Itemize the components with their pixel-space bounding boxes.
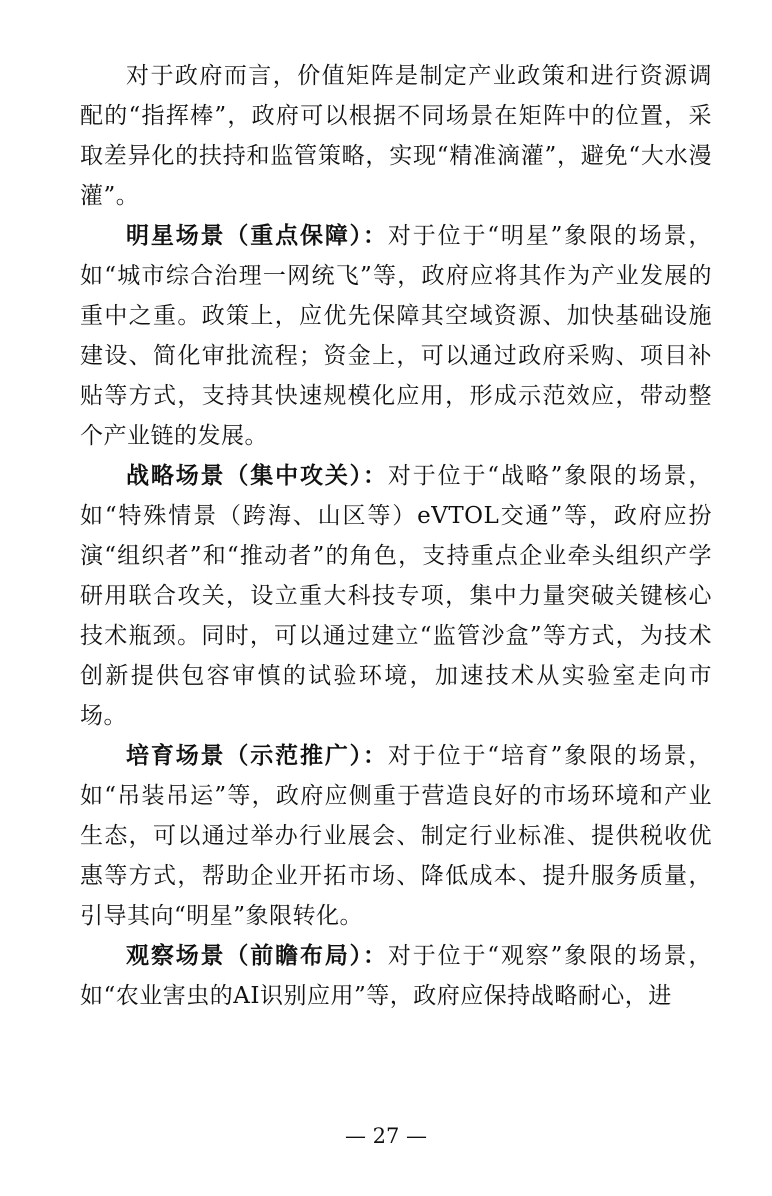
paragraph-lead: 培育场景（示范推广）：	[126, 742, 388, 769]
paragraph-text: 对于位于“战略”象限的场景，如“特殊情景（跨海、山区等）eVTOL交通”等，政府应扮演“组织者”和“推动者”的角色，支持重点企业牵头组织产学研用联合攻关，设立重大科技专项，集中力量突破关键核心技术瓶颈。同时，可以通过建立“监管沙盒”等方式，为技术创新提供包容审慎的试验环境，加速技术从实验室走向市场。	[80, 463, 712, 729]
paragraph-lead: 观察场景（前瞻布局）：	[126, 942, 388, 969]
paragraph-lead: 战略场景（集中攻关）：	[126, 462, 388, 489]
paragraph-strategic-scenario	[80, 456, 712, 736]
paragraph-text: 对于位于“培育”象限的场景，如“吊装吊运”等，政府应侧重于营造良好的市场环境和产业生态，可以通过举办行业展会、制定行业标准、提供税收优惠等方式，帮助企业开拓市场、降低成本、提升服务质量，引导其向“明星”象限转化。	[80, 743, 712, 929]
paragraph-star-scenario	[80, 216, 712, 456]
paragraph-intro	[80, 56, 712, 216]
page-number: — 27 —	[344, 1124, 428, 1148]
paragraph-text: 对于位于“观察”象限的场景，如“农业害虫的AI识别应用”等，政府应保持战略耐心，进	[80, 943, 712, 1009]
paragraph-text: 对于政府而言，价值矩阵是制定产业政策和进行资源调配的“指挥棒”，政府可以根据不同场景在矩阵中的位置，采取差异化的扶持和监管策略，实现“精准滴灌”，避免“大水漫灌”。	[80, 63, 712, 209]
document-body	[80, 56, 712, 1016]
paragraph-text: 对于位于“明星”象限的场景，如“城市综合治理一网统飞”等，政府应将其作为产业发展的重中之重。政策上，应优先保障其空域资源、加快基础设施建设、简化审批流程；资金上，可以通过政府采购、项目补贴等方式，支持其快速规模化应用，形成示范效应，带动整个产业链的发展。	[80, 223, 712, 449]
paragraph-cultivation-scenario	[80, 736, 712, 936]
paragraph-observation-scenario	[80, 936, 712, 1016]
paragraph-lead: 明星场景（重点保障）：	[126, 222, 388, 249]
